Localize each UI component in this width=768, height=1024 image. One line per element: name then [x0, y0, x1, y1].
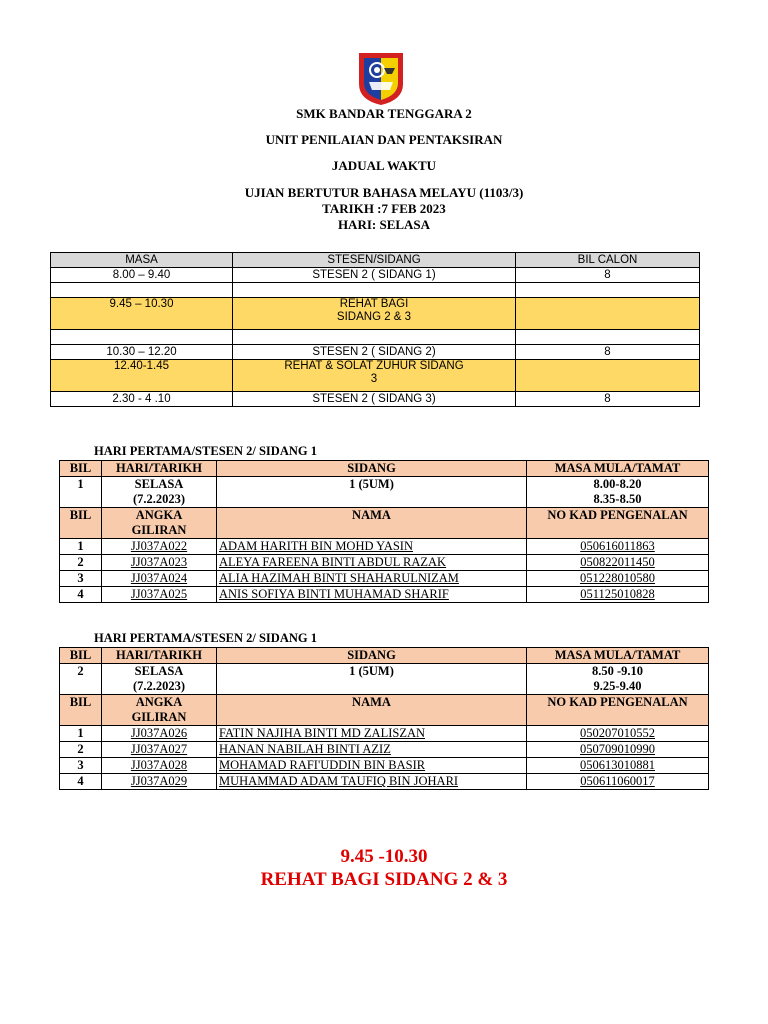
- group-title: HARI PERTAMA/STESEN 2/ SIDANG 1: [94, 444, 317, 458]
- student-bil: 1: [60, 539, 102, 555]
- exam-date: TARIKH :7 FEB 2023: [322, 201, 446, 216]
- student-ic: 051125010828: [527, 587, 709, 603]
- schedule-row: [51, 345, 700, 360]
- student-bil: 2: [60, 742, 102, 758]
- student-bil: 1: [60, 726, 102, 742]
- unit-name: UNIT PENILAIAN DAN PENTAKSIRAN: [265, 132, 503, 147]
- session-times: [527, 477, 709, 508]
- student-bil: 2: [60, 555, 102, 571]
- student-index: JJ037A023: [102, 555, 217, 571]
- schedule-cell-time: 2.30 - 4 .10: [51, 392, 233, 407]
- header-bil: BIL: [60, 461, 102, 477]
- school-crest-logo: [357, 50, 405, 106]
- school-name: SMK BANDAR TENGGARA 2: [296, 106, 472, 121]
- schedule-cell-station: STESEN 2 ( SIDANG 3): [233, 392, 516, 407]
- student-ic: 051228010580: [527, 571, 709, 587]
- schedule-cell-count: 8: [516, 268, 700, 283]
- student-ic: 050611060017: [527, 774, 709, 790]
- schedule-cell-empty: [51, 330, 233, 345]
- student-header-row: [60, 695, 709, 726]
- student-index: JJ037A028: [102, 758, 217, 774]
- schedule-cell-time: 12.40-1.45: [51, 360, 233, 392]
- session-time-1: 8.00-8.20: [593, 477, 642, 491]
- student-ic: 050207010552: [527, 726, 709, 742]
- student-index: JJ037A027: [102, 742, 217, 758]
- header-bil: BIL: [60, 695, 102, 726]
- schedule-row-empty: [51, 283, 700, 298]
- schedule-cell-empty: [516, 330, 700, 345]
- schedule-header-bil-calon: BIL CALON: [516, 253, 700, 268]
- schedule-cell-station: STESEN 2 ( SIDANG 2): [233, 345, 516, 360]
- student-name: MUHAMMAD ADAM TAUFIQ BIN JOHARI: [217, 774, 527, 790]
- exam-day: HARI: SELASA: [337, 217, 431, 232]
- header-angka-giliran: ANGKA GILIRAN: [102, 695, 217, 726]
- student-row: [60, 571, 709, 587]
- student-index: JJ037A026: [102, 726, 217, 742]
- header-masa: MASA MULA/TAMAT: [527, 648, 709, 664]
- student-name: ALIA HAZIMAH BINTI SHAHARULNIZAM: [217, 571, 527, 587]
- header-no-kad: NO KAD PENGENALAN: [527, 695, 709, 726]
- session-row: [60, 664, 709, 695]
- student-header-row: [60, 508, 709, 539]
- schedule-cell-empty: [233, 283, 516, 298]
- schedule-cell-count: 8: [516, 392, 700, 407]
- group-title: HARI PERTAMA/STESEN 2/ SIDANG 1: [94, 631, 317, 645]
- schedule-cell-station: REHAT & SOLAT ZUHUR SIDANG 3: [233, 360, 516, 392]
- session-day: SELASA: [134, 664, 184, 678]
- student-bil: 4: [60, 587, 102, 603]
- session-time-2: 9.25-9.40: [593, 679, 642, 693]
- student-ic: 050616011863: [527, 539, 709, 555]
- group-header-row: [60, 461, 709, 477]
- student-name: ALEYA FAREENA BINTI ABDUL RAZAK: [217, 555, 527, 571]
- session-row: [60, 477, 709, 508]
- header-hari-tarikh: HARI/TARIKH: [102, 461, 217, 477]
- schedule-header-stesen: STESEN/SIDANG: [233, 253, 516, 268]
- schedule-cell-count: [516, 360, 700, 392]
- schedule-cell-station: REHAT BAGI SIDANG 2 & 3: [233, 298, 516, 330]
- schedule-table: [50, 252, 700, 407]
- group-header-row: [60, 648, 709, 664]
- session-date: (7.2.2023): [132, 492, 186, 506]
- session-times: [527, 664, 709, 695]
- schedule-cell-count: [516, 298, 700, 330]
- session-bil: 1: [60, 477, 102, 508]
- student-row: [60, 726, 709, 742]
- student-name: ANIS SOFIYA BINTI MUHAMAD SHARIF: [217, 587, 527, 603]
- session-time-2: 8.35-8.50: [593, 492, 642, 506]
- exam-title: UJIAN BERTUTUR BAHASA MELAYU (1103/3): [244, 185, 524, 200]
- header-no-kad: NO KAD PENGENALAN: [527, 508, 709, 539]
- schedule-row-empty: [51, 330, 700, 345]
- header-nama: NAMA: [217, 695, 527, 726]
- document-title: JADUAL WAKTU: [331, 158, 437, 173]
- student-bil: 3: [60, 571, 102, 587]
- student-bil: 4: [60, 774, 102, 790]
- student-name: ADAM HARITH BIN MOHD YASIN: [217, 539, 527, 555]
- group-table: [59, 647, 709, 790]
- group-table: [59, 460, 709, 603]
- schedule-cell-station: STESEN 2 ( SIDANG 1): [233, 268, 516, 283]
- student-index: JJ037A029: [102, 774, 217, 790]
- header-sidang: SIDANG: [217, 648, 527, 664]
- session-bil: 2: [60, 664, 102, 695]
- student-name: FATIN NAJIHA BINTI MD ZALISZAN: [217, 726, 527, 742]
- schedule-row: [51, 392, 700, 407]
- session-sidang: 1 (5UM): [217, 664, 527, 695]
- schedule-row-break: [51, 298, 700, 330]
- header-bil: BIL: [60, 508, 102, 539]
- schedule-header-masa: MASA: [51, 253, 233, 268]
- student-row: [60, 742, 709, 758]
- session-sidang: 1 (5UM): [217, 477, 527, 508]
- schedule-row-break: [51, 360, 700, 392]
- student-ic: 050709010990: [527, 742, 709, 758]
- header-sidang: SIDANG: [217, 461, 527, 477]
- student-name: HANAN NABILAH BINTI AZIZ: [217, 742, 527, 758]
- student-row: [60, 539, 709, 555]
- session-day-date: [102, 664, 217, 695]
- header-hari-tarikh: HARI/TARIKH: [102, 648, 217, 664]
- header-angka-giliran: ANGKA GILIRAN: [102, 508, 217, 539]
- schedule-row: [51, 268, 700, 283]
- header-nama: NAMA: [217, 508, 527, 539]
- student-name: MOHAMAD RAFI'UDDIN BIN BASIR: [217, 758, 527, 774]
- header-bil: BIL: [60, 648, 102, 664]
- schedule-cell-count: 8: [516, 345, 700, 360]
- header-masa: MASA MULA/TAMAT: [527, 461, 709, 477]
- schedule-header-row: [51, 253, 700, 268]
- schedule-cell-empty: [516, 283, 700, 298]
- schedule-cell-time: 10.30 – 12.20: [51, 345, 233, 360]
- footer-break-note: REHAT BAGI SIDANG 2 & 3: [260, 869, 508, 890]
- schedule-cell-empty: [51, 283, 233, 298]
- schedule-cell-time: 8.00 – 9.40: [51, 268, 233, 283]
- student-bil: 3: [60, 758, 102, 774]
- student-index: JJ037A024: [102, 571, 217, 587]
- schedule-cell-time: 9.45 – 10.30: [51, 298, 233, 330]
- schedule-cell-empty: [233, 330, 516, 345]
- student-row: [60, 774, 709, 790]
- student-row: [60, 758, 709, 774]
- student-ic: 050613010881: [527, 758, 709, 774]
- session-time-1: 8.50 -9.10: [591, 664, 644, 678]
- student-index: JJ037A025: [102, 587, 217, 603]
- student-index: JJ037A022: [102, 539, 217, 555]
- footer-break-time: 9.45 -10.30: [340, 846, 428, 867]
- session-date: (7.2.2023): [132, 679, 186, 693]
- student-row: [60, 587, 709, 603]
- student-row: [60, 555, 709, 571]
- student-ic: 050822011450: [527, 555, 709, 571]
- session-day: SELASA: [134, 477, 184, 491]
- session-day-date: [102, 477, 217, 508]
